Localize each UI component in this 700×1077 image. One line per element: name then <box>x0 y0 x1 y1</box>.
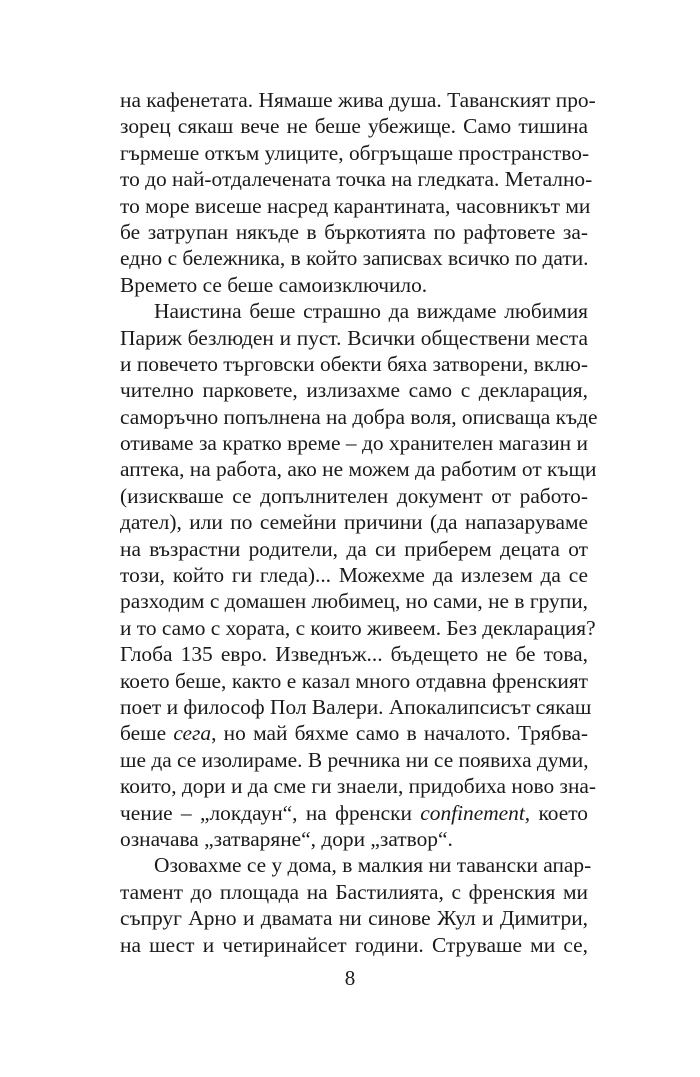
text-line: поет и философ Пол Валери. Апокалипсисът сякаш <box>120 694 592 719</box>
emphasized-word: confinement <box>420 800 525 825</box>
text-line: беше сега, но май бяхме само в началото. Трябва- <box>120 721 588 746</box>
text-line: аптека, на работа, ако не можем да работим от къщи <box>120 457 597 482</box>
text-line: Глоба 135 евро. Изведнъж... бъдещето не бе това, <box>120 642 588 667</box>
text-line: на кафенетата. Нямаше жива душа. Таванският про- <box>120 88 596 112</box>
body-text <box>120 87 598 958</box>
text-line: съпруг Арно и двамата ни синове Жул и Димитри, <box>120 906 588 931</box>
text-line: които, дори и да сме ги знаели, придобиха ново зна- <box>120 774 597 799</box>
text-line: и повечето търговски обекти бяха затворени, вклю- <box>120 351 588 376</box>
text-line: дател), или по семейни причини (да напазаруваме <box>120 510 588 535</box>
page-number: 8 <box>344 966 356 990</box>
text-line: на възрастни родители, да си приберем децата от <box>120 536 588 561</box>
text-line: зорец сякаш вече не беше убежище. Само тишина <box>120 114 588 139</box>
text-line: Озовахме се у дома, в малкия ни тавански апар- <box>154 853 592 878</box>
text-line: саморъчно попълнена на добра воля, описваща къде <box>120 404 598 429</box>
text-line: то море висеше насред карантината, часовникът ми <box>120 193 591 218</box>
text-line: (изискваше се допълнителен документ от работо- <box>120 483 588 508</box>
text-line: тамент до площада на Бастилията, с френския ми <box>120 879 588 904</box>
text-line: Париж безлюден и пуст. Всички обществени места <box>120 325 588 350</box>
text-line: чително парковете, излизахме само с декларация, <box>120 378 588 403</box>
text-line: означава „затваряне“, дори „затвор“. <box>120 826 453 851</box>
text-line: едно с бележника, в който записвах всичко по дати. <box>120 246 589 271</box>
text-line: Наистина беше страшно да виждаме любимия <box>154 299 588 324</box>
text-line: и то само с хората, с които живеем. Без декларация? <box>120 615 596 640</box>
text-line: отиваме за кратко време – до хранителен магазин и <box>120 431 588 456</box>
text-line: на шест и четиринайсет години. Струваше ми се, <box>120 932 588 957</box>
text-line: бе затрупан някъде в бъркотията по рафтовете за- <box>120 219 588 244</box>
text-line: което беше, както е казал много отдавна френският <box>120 668 588 693</box>
text-line: този, който ги гледа)... Можехме да излезем да се <box>120 563 588 588</box>
text-line: разходим с домашен любимец, но сами, не в групи, <box>120 589 588 614</box>
emphasized-word: сега <box>173 721 212 746</box>
text-line: чение – „локдаун“, на френски confinement, което <box>120 800 588 825</box>
text-line: то до най-отдалечената точка на гледката. Метално- <box>120 167 593 192</box>
text-line: ше да се изолираме. В речника ни се появиха думи, <box>120 747 589 772</box>
text-line: Времето се беше самоизключило. <box>120 272 428 297</box>
text-line: гърмеше откъм улиците, обгръщаше пространство- <box>120 140 590 165</box>
